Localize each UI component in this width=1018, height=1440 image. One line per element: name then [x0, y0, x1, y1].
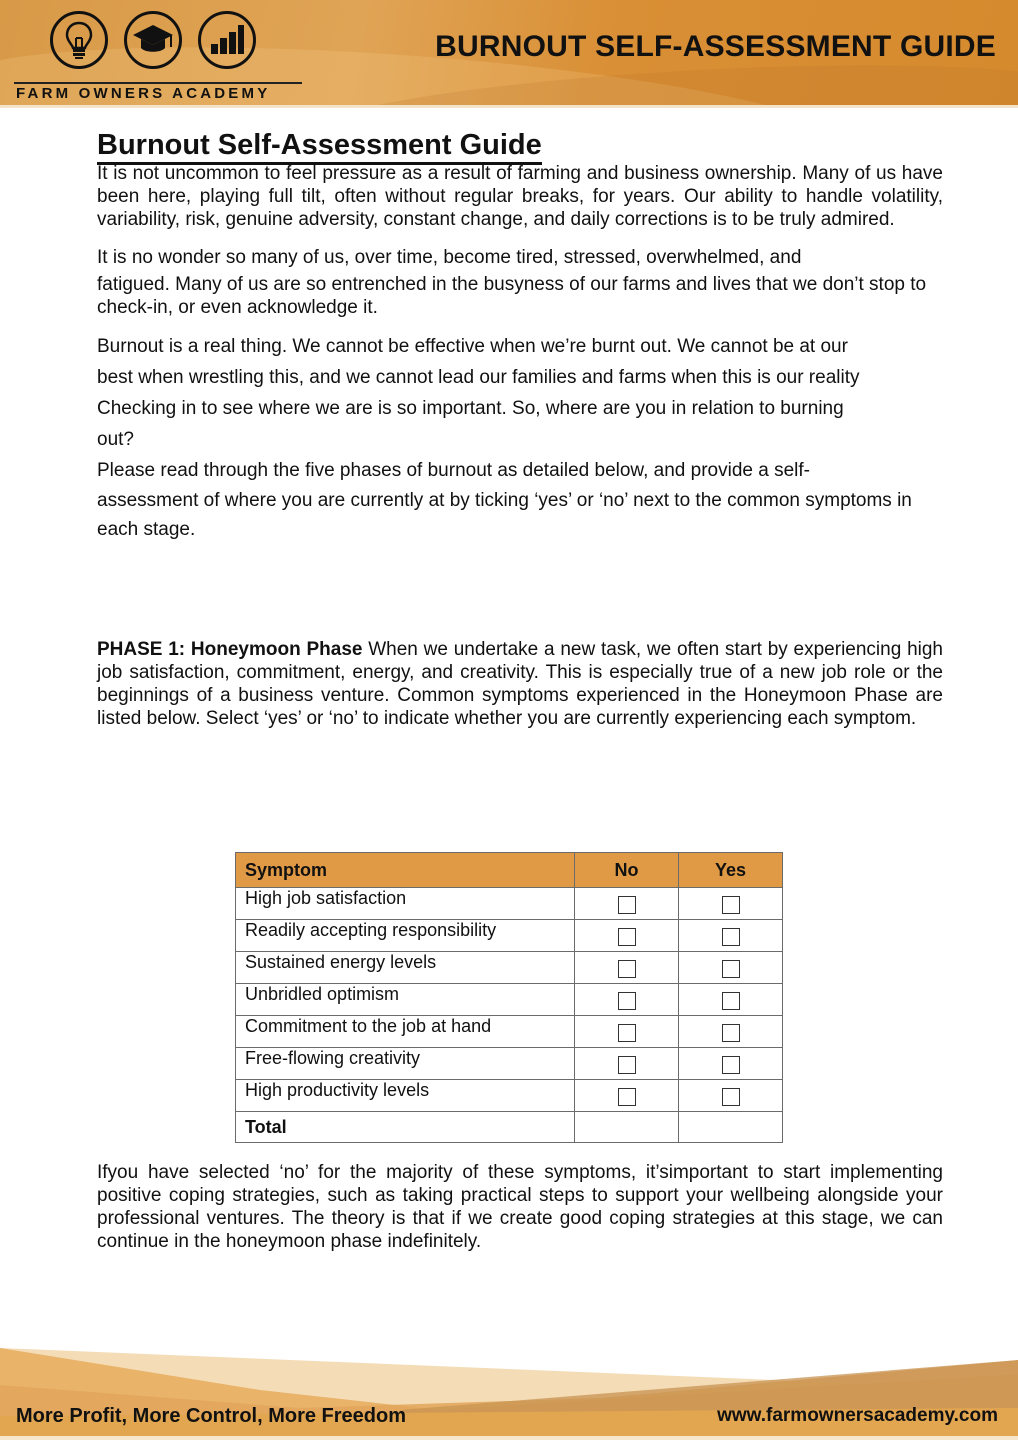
no-checkbox[interactable] — [618, 1056, 636, 1074]
total-no-field[interactable] — [575, 1112, 679, 1143]
symptom-label: High productivity levels — [236, 1080, 575, 1112]
yes-checkbox[interactable] — [722, 992, 740, 1010]
symptom-label: Commitment to the job at hand — [236, 1016, 575, 1048]
no-checkbox[interactable] — [618, 992, 636, 1010]
yes-checkbox[interactable] — [722, 928, 740, 946]
table-row — [236, 1048, 783, 1080]
logo — [50, 11, 256, 69]
no-checkbox[interactable] — [618, 1088, 636, 1106]
no-checkbox[interactable] — [618, 896, 636, 914]
yes-checkbox[interactable] — [722, 1024, 740, 1042]
guidance-paragraph: Ifyou have selected ‘no’ for the majority of these symptoms, it’simportant to start implementing positive coping strategies, such as taking practical steps to support your wellbeing alongside your professional ventures. The theory is that if we create good coping strategies at this stage, we can continue in the honeymoon phase indefinitely. — [97, 1162, 943, 1252]
phase-1-body: When we undertake a new task, we often start by experiencing high job satisfaction, commitment, energy, and creativity. This is especially true of a new job role or the beginnings of a business venture. Common symptoms experienced in the Honeymoon Phase are listed below. Select ‘yes’ or ‘no’ to indicate whether you are currently experiencing each symptom. — [97, 639, 943, 729]
logo-divider — [14, 82, 302, 84]
total-row — [236, 1112, 783, 1143]
page-title: Burnout Self-Assessment Guide — [97, 128, 542, 165]
column-header-no: No — [575, 853, 679, 888]
phase-1-section — [97, 638, 943, 730]
graduation-cap-icon — [124, 11, 182, 69]
no-checkbox[interactable] — [618, 928, 636, 946]
intro-paragraph: out? — [97, 429, 134, 450]
phase-1-description — [97, 638, 943, 730]
symptoms-table — [235, 852, 783, 1143]
intro-paragraph: assessment of where you are currently at by ticking ‘yes’ or ‘no’ next to the common symptoms in each stage. — [97, 490, 912, 540]
intro-paragraph: fatigued. Many of us are so entrenched in the busyness of our farms and lives that we don’t stop to check-in, or even acknowledge it. — [97, 274, 927, 318]
intro-paragraph: Checking in to see where we are is so important. So, where are you in relation to burning — [97, 398, 844, 419]
no-checkbox[interactable] — [618, 960, 636, 978]
yes-checkbox[interactable] — [722, 1056, 740, 1074]
page-footer — [0, 1330, 1018, 1440]
table-row — [236, 1016, 783, 1048]
table-row — [236, 888, 783, 920]
intro-paragraph: best when wrestling this, and we cannot lead our families and farms when this is our reality — [97, 367, 860, 388]
no-checkbox[interactable] — [618, 1024, 636, 1042]
header-title: BURNOUT SELF-ASSESSMENT GUIDE — [435, 30, 996, 63]
footer-tagline: More Profit, More Control, More Freedom — [16, 1405, 407, 1427]
lightbulb-icon — [50, 11, 108, 69]
total-yes-field[interactable] — [679, 1112, 783, 1143]
table-header-row — [236, 853, 783, 888]
table-row — [236, 984, 783, 1016]
symptom-label: Readily accepting responsibility — [236, 920, 575, 952]
intro-paragraph: Please read through the five phases of burnout as detailed below, and provide a self- — [97, 460, 810, 481]
symptom-label: Free-flowing creativity — [236, 1048, 575, 1080]
column-header-symptom: Symptom — [236, 853, 575, 888]
table-row — [236, 952, 783, 984]
table-row — [236, 920, 783, 952]
total-label: Total — [236, 1112, 575, 1143]
footer-website-link[interactable]: www.farmownersacademy.com — [717, 1405, 998, 1426]
symptom-label: High job satisfaction — [236, 888, 575, 920]
page-header — [0, 0, 1018, 108]
column-header-yes: Yes — [679, 853, 783, 888]
intro-paragraph: Burnout is a real thing. We cannot be effective when we’re burnt out. We cannot be at our — [97, 336, 848, 357]
yes-checkbox[interactable] — [722, 960, 740, 978]
brand-name: FARM OWNERS ACADEMY — [16, 85, 271, 102]
bar-chart-icon — [198, 11, 256, 69]
symptom-label: Unbridled optimism — [236, 984, 575, 1016]
phase-1-guidance — [97, 1161, 943, 1253]
symptom-label: Sustained energy levels — [236, 952, 575, 984]
intro-paragraph: It is no wonder so many of us, over time, become tired, stressed, overwhelmed, and — [97, 247, 802, 268]
yes-checkbox[interactable] — [722, 896, 740, 914]
header-divider — [0, 105, 1018, 108]
phase-1-heading: PHASE 1: Honeymoon Phase — [97, 639, 363, 660]
intro-paragraph: It is not uncommon to feel pressure as a result of farming and business ownership. Many of us have been here, playing full tilt, often without regular breaks, for years. Our ability to handle volatility, variability, risk, genuine adversity, constant change, and daily corrections is to be truly admired. — [97, 163, 943, 230]
table-row — [236, 1080, 783, 1112]
yes-checkbox[interactable] — [722, 1088, 740, 1106]
intro-section — [97, 128, 943, 544]
